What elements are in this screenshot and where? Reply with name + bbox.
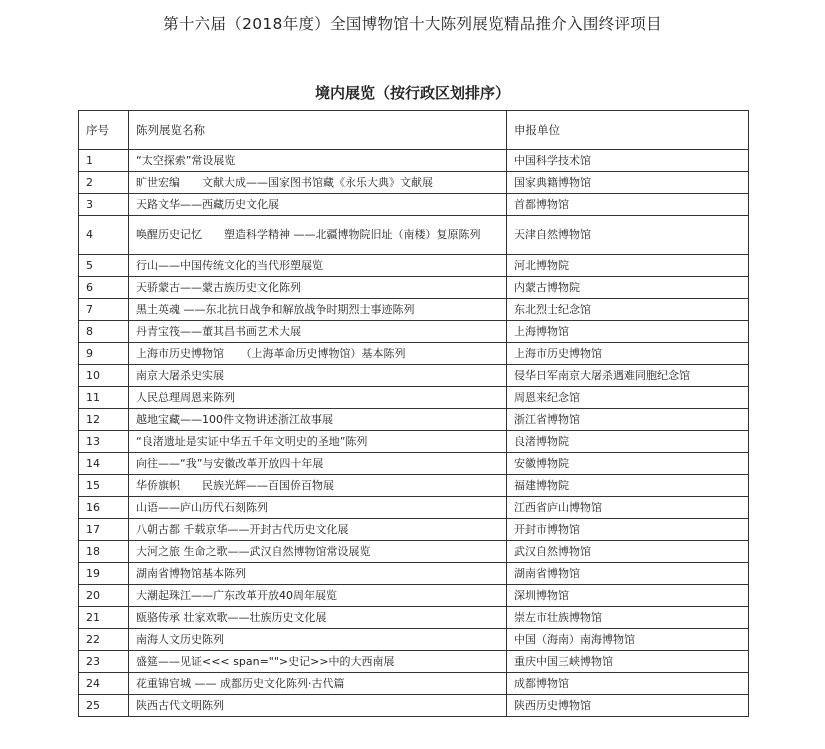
row-number: 5 xyxy=(79,255,129,277)
organization: 内蒙古博物院 xyxy=(507,277,749,299)
table-row xyxy=(79,695,749,717)
row-number: 21 xyxy=(79,607,129,629)
organization: 东北烈士纪念馆 xyxy=(507,299,749,321)
table-row xyxy=(79,343,749,365)
exhibition-name: 八朝古都 千载京华——开封古代历史文化展 xyxy=(129,519,507,541)
table-row xyxy=(79,387,749,409)
exhibition-name: 南海人文历史陈列 xyxy=(129,629,507,651)
table-row xyxy=(79,563,749,585)
exhibition-name: 行山——中国传统文化的当代形塑展览 xyxy=(129,255,507,277)
exhibition-name: 花重锦官城 —— 成都历史文化陈列·古代篇 xyxy=(129,673,507,695)
row-number: 9 xyxy=(79,343,129,365)
exhibition-name: 上海市历史博物馆 （上海革命历史博物馆）基本陈列 xyxy=(129,343,507,365)
organization: 国家典籍博物馆 xyxy=(507,172,749,194)
exhibition-name: “良渚遗址是实证中华五千年文明史的圣地”陈列 xyxy=(129,431,507,453)
row-number: 6 xyxy=(79,277,129,299)
row-number: 22 xyxy=(79,629,129,651)
table-row xyxy=(79,431,749,453)
exhibition-name: “太空探索”常设展览 xyxy=(129,150,507,172)
table-row xyxy=(79,629,749,651)
table-row xyxy=(79,541,749,563)
table-header-row xyxy=(79,111,749,150)
table-row xyxy=(79,321,749,343)
organization: 周恩来纪念馆 xyxy=(507,387,749,409)
organization: 江西省庐山博物馆 xyxy=(507,497,749,519)
row-number: 19 xyxy=(79,563,129,585)
header-number: 序号 xyxy=(79,111,129,150)
exhibition-name: 向往——“我”与安徽改革开放四十年展 xyxy=(129,453,507,475)
exhibition-name: 南京大屠杀史实展 xyxy=(129,365,507,387)
table-row xyxy=(79,172,749,194)
organization: 深圳博物馆 xyxy=(507,585,749,607)
row-number: 15 xyxy=(79,475,129,497)
exhibition-name: 大潮起珠江——广东改革开放40周年展览 xyxy=(129,585,507,607)
exhibition-name: 黑土英魂 ——东北抗日战争和解放战争时期烈士事迹陈列 xyxy=(129,299,507,321)
table-row xyxy=(79,585,749,607)
organization: 武汉自然博物馆 xyxy=(507,541,749,563)
exhibition-name: 瓯骆传承 壮家欢歌——壮族历史文化展 xyxy=(129,607,507,629)
row-number: 1 xyxy=(79,150,129,172)
table-row xyxy=(79,150,749,172)
exhibition-name: 旷世宏编 文献大成——国家图书馆藏《永乐大典》文献展 xyxy=(129,172,507,194)
exhibition-name: 陕西古代文明陈列 xyxy=(129,695,507,717)
page-title: 第十六届（2018年度）全国博物馆十大陈列展览精品推介入围终评项目 xyxy=(163,15,662,33)
organization: 陕西历史博物馆 xyxy=(507,695,749,717)
organization: 开封市博物馆 xyxy=(507,519,749,541)
row-number: 14 xyxy=(79,453,129,475)
section-title: 境内展览（按行政区划排序） xyxy=(314,84,510,102)
exhibition-name: 天路文华——西藏历史文化展 xyxy=(129,194,507,216)
table-row xyxy=(79,409,749,431)
row-number: 23 xyxy=(79,651,129,673)
table-row xyxy=(79,475,749,497)
organization: 天津自然博物馆 xyxy=(507,216,749,255)
exhibition-name: 人民总理周恩来陈列 xyxy=(129,387,507,409)
organization: 重庆中国三峡博物馆 xyxy=(507,651,749,673)
organization: 福建博物院 xyxy=(507,475,749,497)
organization: 上海市历史博物馆 xyxy=(507,343,749,365)
row-number: 10 xyxy=(79,365,129,387)
row-number: 17 xyxy=(79,519,129,541)
row-number: 2 xyxy=(79,172,129,194)
organization: 安徽博物院 xyxy=(507,453,749,475)
exhibition-name: 天骄蒙古——蒙古族历史文化陈列 xyxy=(129,277,507,299)
exhibition-name: 唤醒历史记忆 塑造科学精神 ——北疆博物院旧址（南楼）复原陈列 xyxy=(129,216,507,255)
row-number: 20 xyxy=(79,585,129,607)
table-row xyxy=(79,365,749,387)
header-organization: 申报单位 xyxy=(507,111,749,150)
organization: 湖南省博物馆 xyxy=(507,563,749,585)
exhibition-name: 华侨旗帜 民族光辉——百国侨百物展 xyxy=(129,475,507,497)
table-row xyxy=(79,607,749,629)
organization: 上海博物馆 xyxy=(507,321,749,343)
organization: 浙江省博物馆 xyxy=(507,409,749,431)
table-row xyxy=(79,453,749,475)
table-row xyxy=(79,519,749,541)
row-number: 4 xyxy=(79,216,129,255)
header-exhibition-name: 陈列展览名称 xyxy=(129,111,507,150)
table-row xyxy=(79,497,749,519)
row-number: 16 xyxy=(79,497,129,519)
table-row xyxy=(79,651,749,673)
exhibition-name: 大河之旅 生命之歌——武汉自然博物馆常设展览 xyxy=(129,541,507,563)
organization: 良渚博物院 xyxy=(507,431,749,453)
organization: 中国科学技术馆 xyxy=(507,150,749,172)
table-row xyxy=(79,673,749,695)
table-row xyxy=(79,299,749,321)
exhibition-name: 盛筵——见证<<< span="">史记>>中的大西南展 xyxy=(129,651,507,673)
exhibition-name: 湖南省博物馆基本陈列 xyxy=(129,563,507,585)
organization: 侵华日军南京大屠杀遇难同胞纪念馆 xyxy=(507,365,749,387)
table-row xyxy=(79,277,749,299)
table-row xyxy=(79,255,749,277)
row-number: 11 xyxy=(79,387,129,409)
organization: 中国（海南）南海博物馆 xyxy=(507,629,749,651)
organization: 崇左市壮族博物馆 xyxy=(507,607,749,629)
row-number: 18 xyxy=(79,541,129,563)
table-row xyxy=(79,194,749,216)
row-number: 8 xyxy=(79,321,129,343)
organization: 首都博物馆 xyxy=(507,194,749,216)
exhibition-name: 山语——庐山历代石刻陈列 xyxy=(129,497,507,519)
organization: 成都博物馆 xyxy=(507,673,749,695)
exhibition-table xyxy=(78,110,749,717)
organization: 河北博物院 xyxy=(507,255,749,277)
row-number: 3 xyxy=(79,194,129,216)
row-number: 13 xyxy=(79,431,129,453)
exhibition-name: 越地宝藏——100件文物讲述浙江故事展 xyxy=(129,409,507,431)
row-number: 25 xyxy=(79,695,129,717)
table-row xyxy=(79,216,749,255)
exhibition-name: 丹青宝筏——董其昌书画艺术大展 xyxy=(129,321,507,343)
row-number: 7 xyxy=(79,299,129,321)
row-number: 24 xyxy=(79,673,129,695)
row-number: 12 xyxy=(79,409,129,431)
